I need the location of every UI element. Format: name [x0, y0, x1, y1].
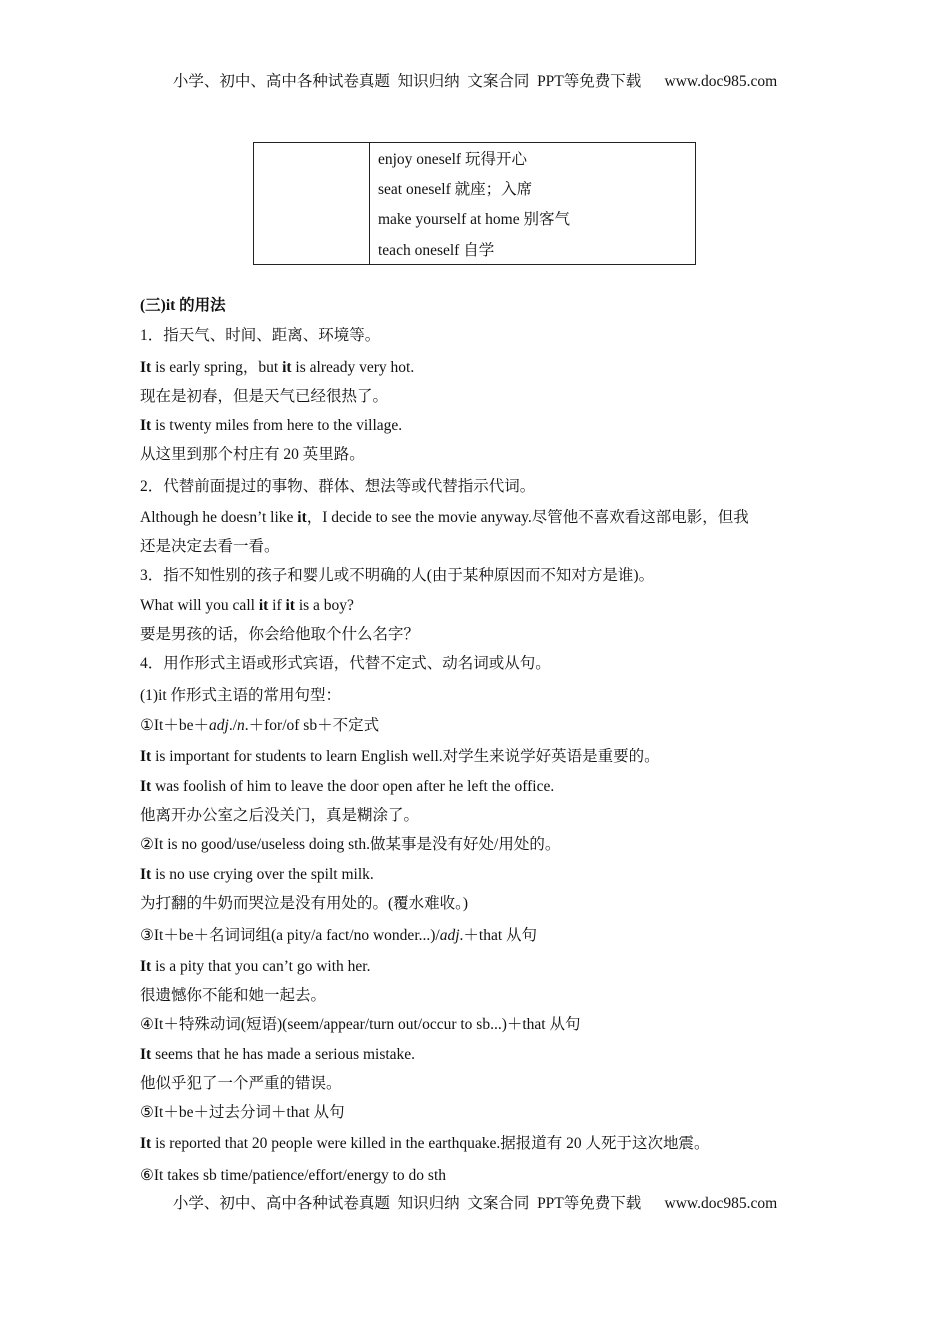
section-title-it: it	[165, 297, 176, 314]
example-sentence	[140, 777, 554, 797]
text: is important for students to learn English well.对学生来说学好英语是重要的。	[151, 748, 660, 765]
page-footer: 小学、初中、高中各种试卷真题 知识归纳 文案合同 PPT等免费下载 www.doc985.com	[172, 1195, 778, 1212]
bold-it: It	[140, 748, 152, 765]
table-row: make yourself at home 别客气	[378, 211, 570, 228]
translation: 为打翻的牛奶而哭泣是没有用处的。(覆水难收。)	[140, 895, 469, 912]
text: seems that he has made a serious mistake.	[151, 1046, 416, 1063]
section-title-prefix: (三)	[140, 297, 166, 314]
bold-it: It	[140, 778, 152, 795]
bold-it: it	[258, 597, 269, 614]
table-row: enjoy oneself 玩得开心	[378, 151, 527, 168]
translation: 很遗憾你不能和她一起去。	[140, 987, 327, 1004]
text: if	[268, 597, 286, 614]
text: is twenty miles from here to the village.	[151, 417, 403, 434]
pattern-2: ②It is no good/use/useless doing sth.做某事是没有好处/用处的。	[140, 836, 561, 853]
text: is a boy?	[294, 597, 354, 614]
text: ①It＋be＋	[140, 717, 209, 734]
example-sentence	[140, 1134, 710, 1154]
bold-it: It	[140, 866, 152, 883]
translation: 从这里到那个村庄有 20 英里路。	[140, 446, 365, 463]
text: .＋for/of sb＋不定式	[244, 717, 380, 734]
text: ./	[228, 717, 237, 734]
italic-n: n	[237, 717, 245, 734]
pattern-3	[140, 926, 537, 946]
translation: 现在是初春，但是天气已经很热了。	[140, 388, 389, 405]
bold-it: it	[297, 509, 307, 526]
pattern-4: ④It＋特殊动词(短语)(seem/appear/turn out/occur to sb...)＋that 从句	[140, 1016, 581, 1033]
point-3: 3．指不知性别的孩子和婴儿或不明确的人(由于某种原因而不知对方是谁)。	[140, 567, 655, 584]
italic-adj: adj	[439, 927, 460, 944]
translation: 他似乎犯了一个严重的错误。	[140, 1075, 342, 1092]
bold-it: It	[140, 1135, 152, 1152]
example-sentence	[140, 1045, 415, 1065]
example-sentence	[140, 596, 354, 616]
example-sentence	[140, 508, 749, 528]
subpoint: (1)it 作形式主语的常用句型：	[140, 687, 342, 704]
point-1: 1．指天气、时间、距离、环境等。	[140, 327, 381, 344]
bold-it: It	[140, 359, 152, 376]
text: is no use crying over the spilt milk.	[151, 866, 374, 883]
reflexive-phrases-table	[253, 142, 696, 265]
translation: 他离开办公室之后没关门，真是糊涂了。	[140, 807, 420, 824]
text: is already very hot.	[291, 359, 415, 376]
section-title-suffix: 的用法	[175, 297, 226, 314]
text: is a pity that you can’t go with her.	[151, 958, 371, 975]
table-row: seat oneself 就座；入席	[378, 181, 533, 198]
text: .＋that 从句	[459, 927, 538, 944]
text: ，I decide to see the movie anyway.尽管他不喜欢看这部电影，但我	[306, 509, 749, 526]
text: ③It＋be＋名词词组(a pity/a fact/no wonder...)/	[140, 927, 440, 944]
text: What will you call	[140, 597, 259, 614]
example-sentence	[140, 747, 660, 767]
pattern-5: ⑤It＋be＋过去分词＋that 从句	[140, 1104, 345, 1121]
point-2: 2．代替前面提过的事物、群体、想法等或代替指示代词。	[140, 478, 536, 495]
bold-it: it	[282, 359, 292, 376]
italic-adj: adj	[209, 717, 229, 734]
text: is early spring，but	[151, 359, 283, 376]
translation: 要是男孩的话，你会给他取个什么名字？	[140, 626, 420, 643]
bold-it: It	[140, 1046, 152, 1063]
example-sentence	[140, 957, 370, 977]
table-left-cell	[254, 143, 370, 264]
point-4: 4．用作形式主语或形式宾语，代替不定式、动名词或从句。	[140, 655, 551, 672]
section-title	[140, 296, 226, 316]
example-sentence	[140, 416, 402, 436]
example-sentence	[140, 358, 414, 378]
text: Although he doesn’t like	[140, 509, 298, 526]
page-header: 小学、初中、高中各种试卷真题 知识归纳 文案合同 PPT等免费下载 www.doc985.com	[172, 73, 778, 90]
bold-it: it	[285, 597, 295, 614]
example-sentence	[140, 865, 374, 885]
bold-it: It	[140, 958, 152, 975]
pattern-6: ⑥It takes sb time/patience/effort/energy to do sth	[140, 1167, 447, 1184]
text: was foolish of him to leave the door open after he left the office.	[151, 778, 555, 795]
bold-it: It	[140, 417, 152, 434]
text: is reported that 20 people were killed in the earthquake.据报道有 20 人死于这次地震。	[151, 1135, 710, 1152]
translation: 还是决定去看一看。	[140, 538, 280, 555]
pattern-1	[140, 716, 379, 736]
table-row: teach oneself 自学	[378, 242, 495, 259]
